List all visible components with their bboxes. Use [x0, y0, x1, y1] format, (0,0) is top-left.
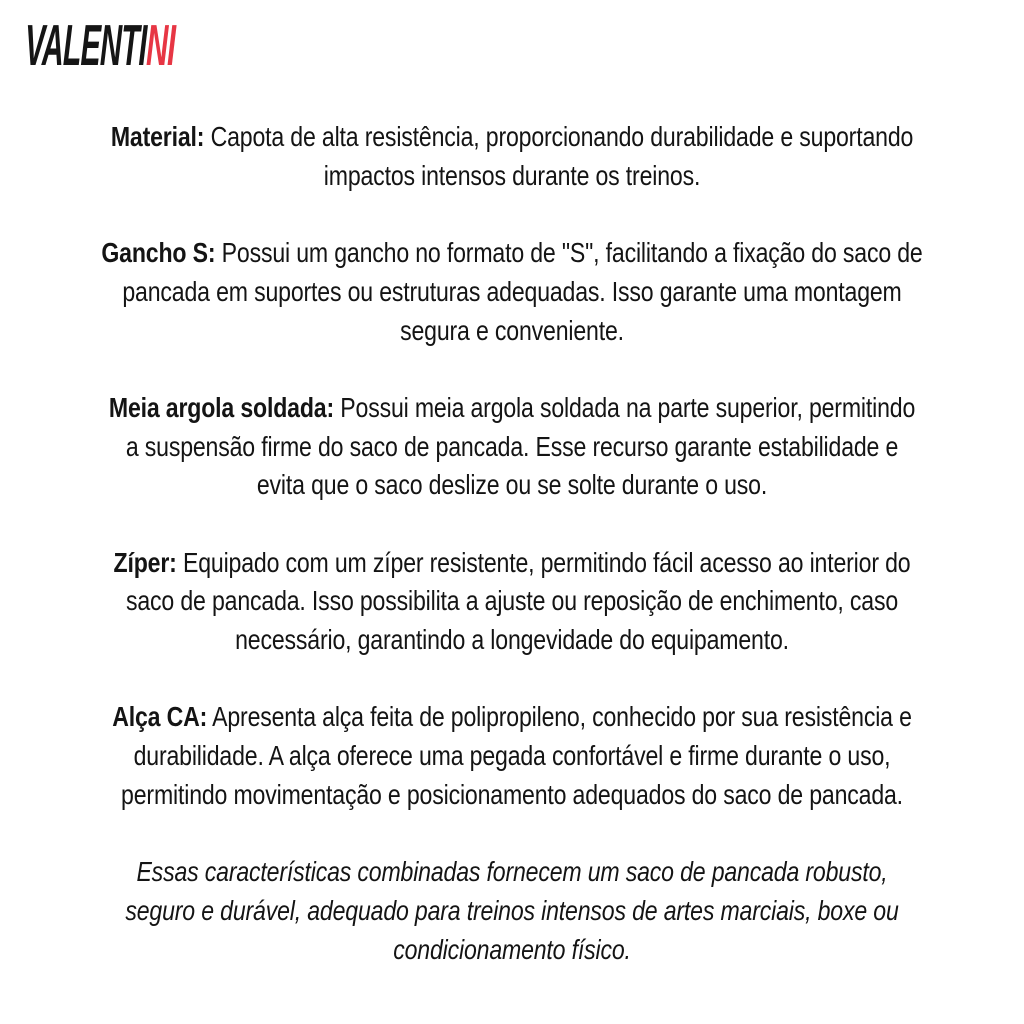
- text-line: condicionamento físico.: [393, 933, 631, 965]
- feature-lead: Alça CA:: [112, 701, 208, 733]
- feature-lead: Zíper:: [113, 546, 177, 578]
- text-segment: Equipado com um zíper resistente, permitindo fácil acesso ao interior do: [182, 546, 911, 578]
- feature-lead: Gancho S:: [101, 237, 216, 269]
- text-line: impactos intensos durante os treinos.: [323, 159, 701, 191]
- feature-paragraph-alca-ca: [0, 698, 1024, 814]
- text-line: seguro e durável, adequado para treinos intensos de artes marciais, boxe ou: [125, 894, 899, 926]
- text-line: [82, 389, 942, 428]
- brand-logo: [24, 13, 176, 78]
- description-content: [0, 118, 1024, 969]
- text-line: [82, 698, 942, 737]
- text-segment: Capota de alta resistência, proporcionando durabilidade e suportando: [210, 121, 914, 152]
- text-line: necessário, garantindo a longevidade do equipamento.: [235, 624, 789, 656]
- text-line: Essas características combinadas fornecem um saco de pancada robusto,: [136, 856, 888, 888]
- text-line: [82, 544, 942, 583]
- text-line: a suspensão firme do saco de pancada. Esse recurso garante estabilidade e: [125, 430, 899, 462]
- text-line: evita que o saco deslize ou se solte durante o uso.: [256, 469, 768, 501]
- logo-text-red: NI: [145, 13, 176, 78]
- text-line: pancada em suportes ou estruturas adequadas. Isso garante uma montagem: [122, 275, 902, 307]
- feature-paragraph-material: [0, 118, 1024, 195]
- text-line: segura e conveniente.: [400, 314, 624, 346]
- feature-lead: Material:: [110, 121, 205, 152]
- text-segment: Possui um gancho no formato de "S", facilitando a fixação do saco de: [221, 237, 923, 269]
- closing-paragraph: [0, 853, 1024, 969]
- text-line: durabilidade. A alça oferece uma pegada confortável e firme durante o uso,: [133, 740, 891, 772]
- text-segment: Possui meia argola soldada na parte superior, permitindo: [340, 391, 916, 423]
- feature-paragraph-meia-argola: [0, 389, 1024, 505]
- feature-paragraph-ziper: [0, 544, 1024, 660]
- text-line: permitindo movimentação e posicionamento adequados do saco de pancada.: [121, 778, 903, 810]
- feature-lead: Meia argola soldada:: [108, 391, 335, 423]
- feature-paragraph-gancho-s: [0, 234, 1024, 350]
- text-line: saco de pancada. Isso possibilita a ajuste ou reposição de enchimento, caso: [125, 585, 899, 617]
- text-line: [82, 234, 942, 273]
- text-segment: Apresenta alça feita de polipropileno, conhecido por sua resistência e: [212, 701, 912, 733]
- logo-text-black: VALENTI: [24, 13, 147, 78]
- text-line: [82, 118, 942, 157]
